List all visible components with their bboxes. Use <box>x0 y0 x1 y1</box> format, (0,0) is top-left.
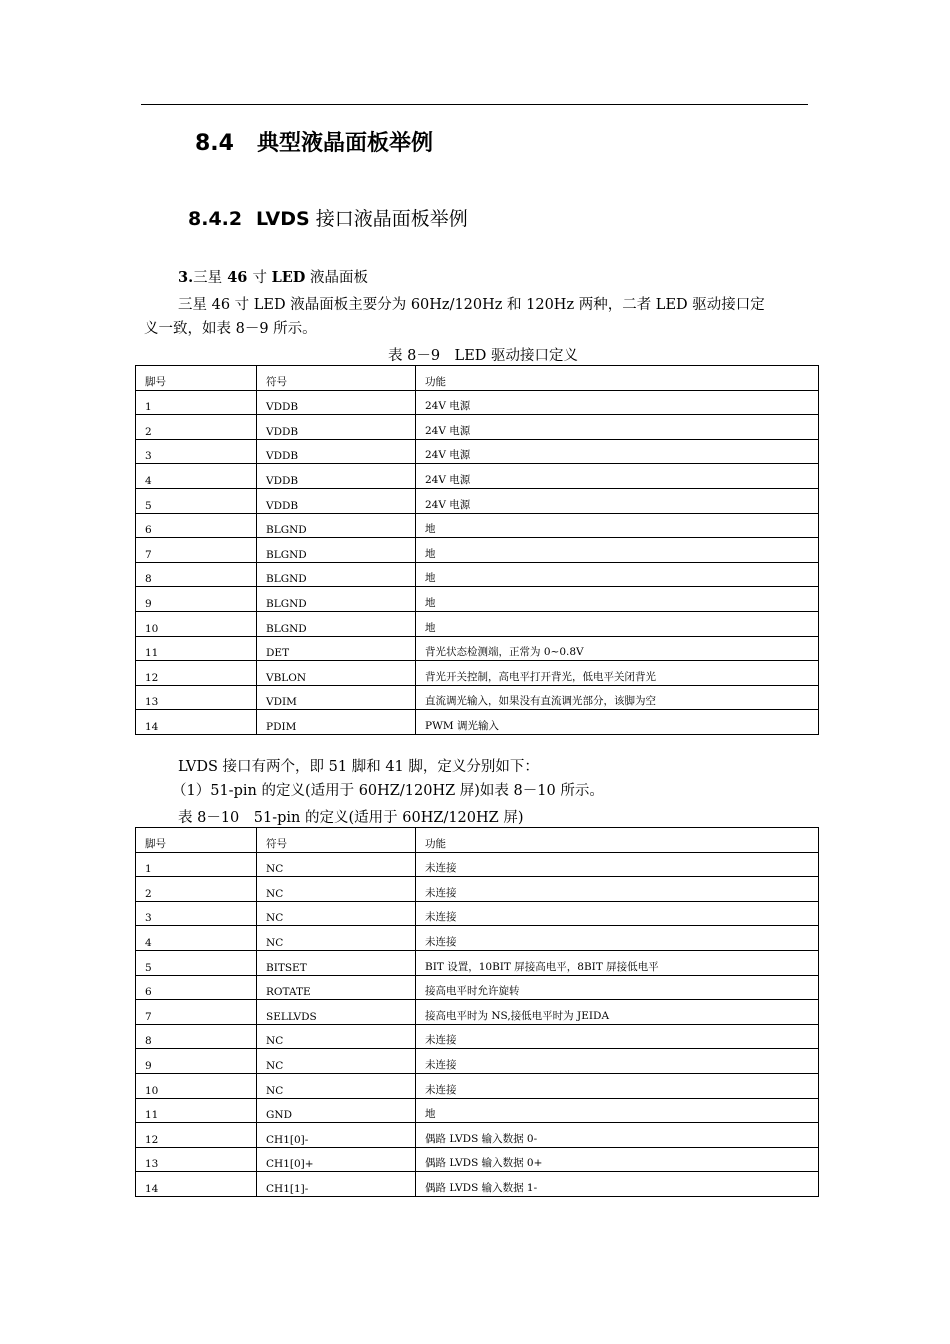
cell-function: 地 <box>416 538 819 563</box>
section-number: 3. <box>178 269 194 286</box>
table-row <box>136 513 819 538</box>
cell-function: 24V 电源 <box>416 439 819 464</box>
cell-symbol: NC <box>257 926 416 951</box>
cell-pin: 5 <box>136 488 257 513</box>
cell-function: 未连接 <box>416 926 819 951</box>
lvds-line-1: LVDS 接口有两个，即 51 脚和 41 脚，定义分别如下： <box>178 759 539 775</box>
cell-pin: 3 <box>136 901 257 926</box>
cell-pin: 7 <box>136 538 257 563</box>
table1-caption: 表 8－9 LED 驱动接口定义 <box>388 348 579 364</box>
table-row <box>136 975 819 1000</box>
cell-symbol: NC <box>257 1049 416 1074</box>
cell-pin: 11 <box>136 1098 257 1123</box>
cell-pin: 4 <box>136 464 257 489</box>
cell-function: 功能 <box>416 366 819 391</box>
cell-function: 接高电平时为 NS,接低电平时为 JEIDA <box>416 1000 819 1025</box>
table-row <box>136 1000 819 1025</box>
table-row <box>136 1073 819 1098</box>
heading-8-4-2 <box>188 204 468 231</box>
subheading-title-bold: LVDS <box>256 208 310 230</box>
table-row <box>136 636 819 661</box>
intro-line-1: 三星 46 寸 LED 液晶面板主要分为 60Hz/120Hz 和 120Hz 两种，二者 LED 驱动接口定 <box>178 297 765 313</box>
cell-function: 24V 电源 <box>416 390 819 415</box>
table-row <box>136 1024 819 1049</box>
cell-function: 24V 电源 <box>416 464 819 489</box>
cell-symbol: VDDB <box>257 439 416 464</box>
cell-function: 24V 电源 <box>416 488 819 513</box>
table-row <box>136 415 819 440</box>
table-row <box>136 464 819 489</box>
cell-function: 接高电平时允许旋转 <box>416 975 819 1000</box>
heading-number: 8.4 <box>195 131 234 156</box>
cell-symbol: VDIM <box>257 685 416 710</box>
heading-title: 典型液晶面板举例 <box>257 131 434 156</box>
cell-function: 未连接 <box>416 852 819 877</box>
subheading-title-rest: 接口液晶面板举例 <box>315 208 468 230</box>
section-title-c: 寸 <box>252 270 267 286</box>
cell-function: 未连接 <box>416 901 819 926</box>
cell-pin: 8 <box>136 562 257 587</box>
cell-symbol: NC <box>257 901 416 926</box>
header-rule <box>141 104 808 105</box>
cell-pin: 8 <box>136 1024 257 1049</box>
cell-symbol: BLGND <box>257 538 416 563</box>
section-title <box>178 267 368 289</box>
section-title-e: 液晶面板 <box>310 270 368 286</box>
cell-symbol: NC <box>257 1073 416 1098</box>
cell-pin: 6 <box>136 975 257 1000</box>
cell-pin: 14 <box>136 710 257 735</box>
cell-function: 24V 电源 <box>416 415 819 440</box>
cell-pin: 2 <box>136 415 257 440</box>
cell-symbol: 符号 <box>257 366 416 391</box>
cell-symbol: CH1[0]+ <box>257 1147 416 1172</box>
table-row <box>136 562 819 587</box>
led-driver-interface-table <box>135 365 819 735</box>
table-row <box>136 901 819 926</box>
cell-pin: 7 <box>136 1000 257 1025</box>
cell-pin: 5 <box>136 950 257 975</box>
cell-pin: 1 <box>136 390 257 415</box>
subheading-number: 8.4.2 <box>188 208 243 230</box>
cell-pin: 13 <box>136 685 257 710</box>
section-title-a: 三星 <box>193 270 223 286</box>
cell-function: 偶路 LVDS 输入数据 0- <box>416 1123 819 1148</box>
cell-pin: 1 <box>136 852 257 877</box>
lvds-line-2: （1）51-pin 的定义(适用于 60HZ/120HZ 屏)如表 8－10 所示。 <box>172 783 604 799</box>
cell-symbol: CH1[0]- <box>257 1123 416 1148</box>
lvds-51pin-table <box>135 827 819 1197</box>
cell-symbol: VBLON <box>257 661 416 686</box>
cell-pin: 10 <box>136 611 257 636</box>
section-title-b: 46 <box>227 269 248 286</box>
cell-pin: 11 <box>136 636 257 661</box>
table-row <box>136 710 819 735</box>
cell-pin: 6 <box>136 513 257 538</box>
cell-symbol: DET <box>257 636 416 661</box>
cell-function: 未连接 <box>416 1073 819 1098</box>
cell-symbol: NC <box>257 877 416 902</box>
cell-pin: 14 <box>136 1172 257 1197</box>
cell-pin: 13 <box>136 1147 257 1172</box>
cell-pin: 脚号 <box>136 366 257 391</box>
table-row <box>136 538 819 563</box>
cell-symbol: ROTATE <box>257 975 416 1000</box>
cell-symbol: VDDB <box>257 415 416 440</box>
intro-line-2: 义一致，如表 8－9 所示。 <box>144 321 317 337</box>
cell-symbol: 符号 <box>257 828 416 853</box>
cell-function: 地 <box>416 611 819 636</box>
table-row <box>136 877 819 902</box>
table-row <box>136 685 819 710</box>
table-row <box>136 587 819 612</box>
cell-function: 功能 <box>416 828 819 853</box>
cell-symbol: NC <box>257 852 416 877</box>
table2-caption: 表 8－10 51-pin 的定义(适用于 60HZ/120HZ 屏) <box>178 810 524 826</box>
cell-symbol: BLGND <box>257 562 416 587</box>
cell-pin: 9 <box>136 1049 257 1074</box>
cell-symbol: NC <box>257 1024 416 1049</box>
table-row <box>136 390 819 415</box>
cell-pin: 12 <box>136 1123 257 1148</box>
cell-pin: 9 <box>136 587 257 612</box>
table-row <box>136 488 819 513</box>
table-row <box>136 852 819 877</box>
section-title-d: LED <box>271 269 306 286</box>
table-row <box>136 1172 819 1197</box>
table-row <box>136 1098 819 1123</box>
cell-symbol: VDDB <box>257 488 416 513</box>
cell-pin: 3 <box>136 439 257 464</box>
cell-symbol: BLGND <box>257 513 416 538</box>
cell-symbol: BLGND <box>257 611 416 636</box>
table-header-row <box>136 366 819 391</box>
table-row <box>136 611 819 636</box>
cell-function: 地 <box>416 587 819 612</box>
cell-function: 偶路 LVDS 输入数据 0+ <box>416 1147 819 1172</box>
cell-function: 背光状态检测端，正常为 0~0.8V <box>416 636 819 661</box>
cell-pin: 12 <box>136 661 257 686</box>
table-row <box>136 1049 819 1074</box>
cell-symbol: PDIM <box>257 710 416 735</box>
cell-symbol: GND <box>257 1098 416 1123</box>
table-row <box>136 661 819 686</box>
heading-8-4 <box>195 126 433 157</box>
table-row <box>136 950 819 975</box>
cell-pin: 10 <box>136 1073 257 1098</box>
cell-pin: 2 <box>136 877 257 902</box>
cell-symbol: VDDB <box>257 390 416 415</box>
cell-function: 未连接 <box>416 1024 819 1049</box>
table-row <box>136 439 819 464</box>
table-row <box>136 1123 819 1148</box>
cell-pin: 脚号 <box>136 828 257 853</box>
cell-symbol: BLGND <box>257 587 416 612</box>
cell-function: 地 <box>416 1098 819 1123</box>
table-header-row <box>136 828 819 853</box>
table-row <box>136 926 819 951</box>
cell-function: 未连接 <box>416 877 819 902</box>
cell-symbol: VDDB <box>257 464 416 489</box>
table-row <box>136 1147 819 1172</box>
cell-function: BIT 设置，10BIT 屏接高电平，8BIT 屏接低电平 <box>416 950 819 975</box>
cell-pin: 4 <box>136 926 257 951</box>
cell-symbol: SELLVDS <box>257 1000 416 1025</box>
cell-function: 直流调光输入，如果没有直流调光部分，该脚为空 <box>416 685 819 710</box>
cell-function: 地 <box>416 562 819 587</box>
cell-function: 未连接 <box>416 1049 819 1074</box>
cell-function: 背光开关控制，高电平打开背光，低电平关闭背光 <box>416 661 819 686</box>
cell-symbol: CH1[1]- <box>257 1172 416 1197</box>
cell-function: 偶路 LVDS 输入数据 1- <box>416 1172 819 1197</box>
cell-function: PWM 调光输入 <box>416 710 819 735</box>
cell-symbol: BITSET <box>257 950 416 975</box>
cell-function: 地 <box>416 513 819 538</box>
